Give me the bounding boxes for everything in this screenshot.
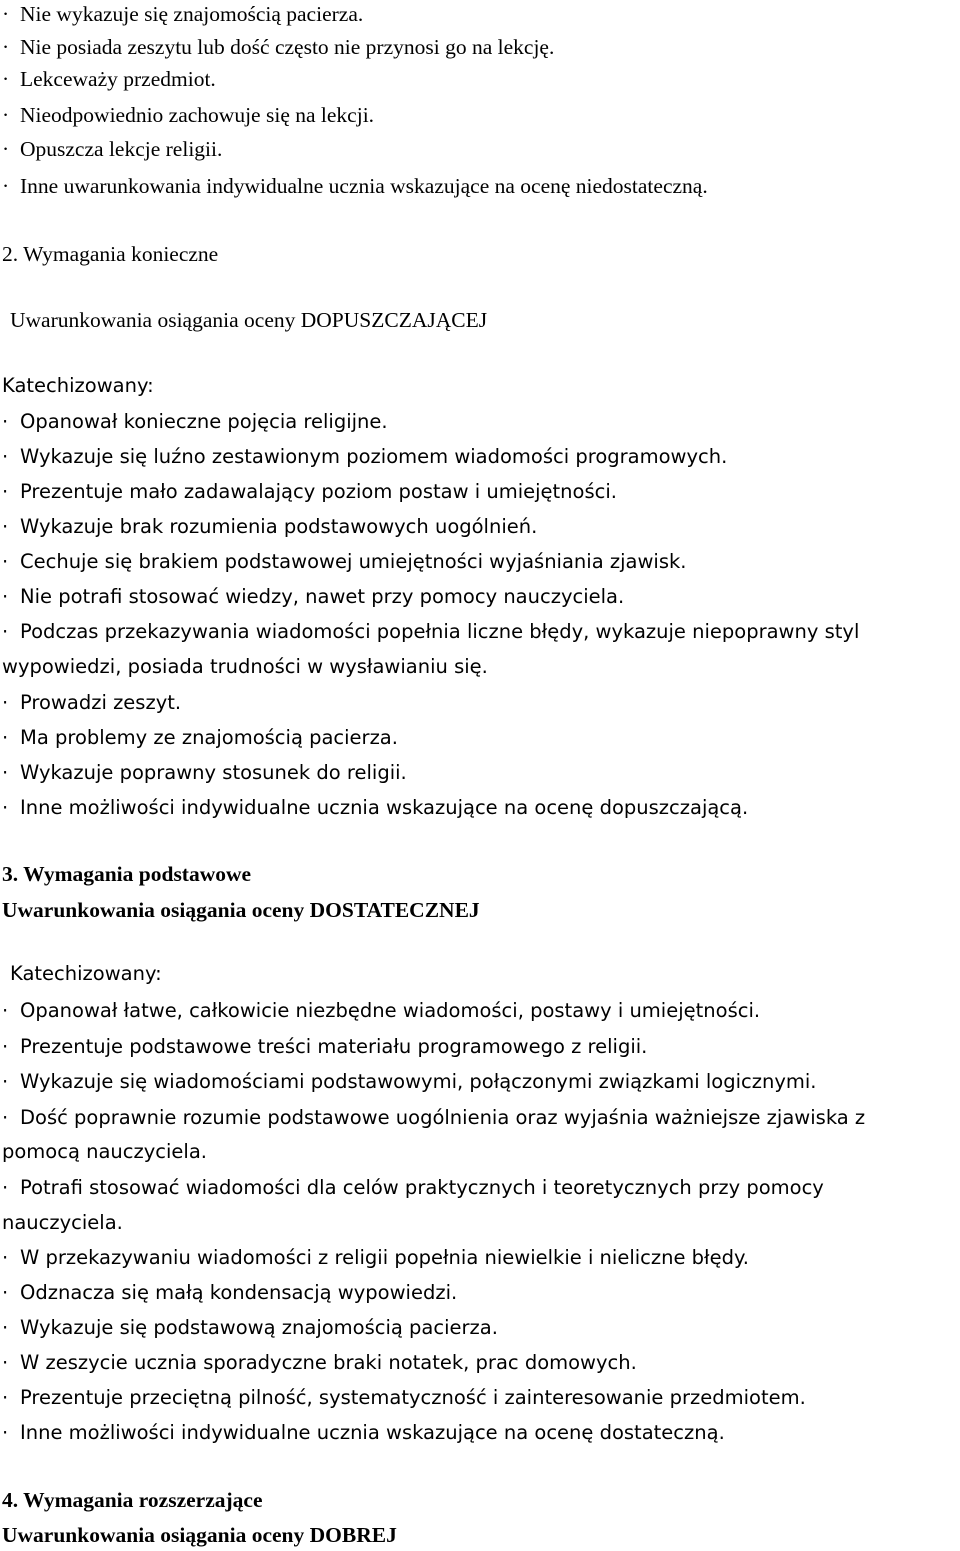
list-item: · Opuszcza lekcje religii.: [2, 137, 223, 161]
list-item: · Inne uwarunkowania indywidualne ucznia wskazujące na ocenę niedostateczną.: [2, 174, 708, 198]
list-item: · W przekazywaniu wiadomości z religii popełnia niewielkie i nieliczne błędy.: [2, 1246, 749, 1269]
list-item: · Prezentuje podstawowe treści materiału programowego z religii.: [2, 1035, 648, 1058]
list-item: · Dość poprawnie rozumie podstawowe uogólnienia oraz wyjaśnia ważniejsze zjawiska z: [2, 1106, 866, 1129]
list-item-continuation: pomocą nauczyciela.: [2, 1140, 207, 1163]
section-subheading: Uwarunkowania osiągania oceny DOSTATECZNEJ: [2, 898, 480, 922]
list-item: · Lekceważy przedmiot.: [2, 67, 216, 91]
list-item: · Cechuje się brakiem podstawowej umiejętności wyjaśniania zjawisk.: [2, 550, 687, 573]
list-item-continuation: nauczyciela.: [2, 1211, 123, 1234]
list-item: · Podczas przekazywania wiadomości popełnia liczne błędy, wykazuje niepoprawny styl: [2, 620, 860, 643]
list-item: · Prowadzi zeszyt.: [2, 691, 182, 714]
list-item: · Prezentuje mało zadawalający poziom postaw i umiejętności.: [2, 480, 617, 503]
section-heading: 2. Wymagania konieczne: [2, 242, 219, 266]
list-item: · Wykazuje się wiadomościami podstawowymi, połączonymi związkami logicznymi.: [2, 1070, 817, 1093]
list-item: · Wykazuje się podstawową znajomością pacierza.: [2, 1316, 498, 1339]
list-item: · Nieodpowiednio zachowuje się na lekcji.: [2, 103, 375, 127]
list-item: · Ma problemy ze znajomością pacierza.: [2, 726, 398, 749]
section-subheading: Uwarunkowania osiągania oceny DOPUSZCZAJĄCEJ: [10, 308, 488, 332]
list-item: · Opanował łatwe, całkowicie niezbędne wiadomości, postawy i umiejętności.: [2, 999, 761, 1022]
list-item: · Wykazuje brak rozumienia podstawowych uogólnień.: [2, 515, 538, 538]
section-label: Katechizowany:: [10, 962, 162, 985]
list-item: · Potrafi stosować wiadomości dla celów praktycznych i teoretycznych przy pomocy: [2, 1176, 824, 1199]
section-heading: 4. Wymagania rozszerzające: [2, 1488, 263, 1512]
list-item: · Wykazuje poprawny stosunek do religii.: [2, 761, 407, 784]
list-item: · Wykazuje się luźno zestawionym poziomem wiadomości programowych.: [2, 445, 728, 468]
list-item: · Prezentuje przeciętną pilność, systematyczność i zainteresowanie przedmiotem.: [2, 1386, 806, 1409]
list-item: · Odznacza się małą kondensacją wypowiedzi.: [2, 1281, 458, 1304]
section-heading: 3. Wymagania podstawowe: [2, 862, 252, 886]
list-item: · Nie wykazuje się znajomością pacierza.: [2, 2, 364, 26]
list-item: · Inne możliwości indywidualne ucznia wskazujące na ocenę dopuszczającą.: [2, 796, 749, 819]
section-label: Katechizowany:: [2, 374, 154, 397]
list-item: · Opanował konieczne pojęcia religijne.: [2, 410, 388, 433]
list-item: · W zeszycie ucznia sporadyczne braki notatek, prac domowych.: [2, 1351, 637, 1374]
list-item: · Nie potrafi stosować wiedzy, nawet przy pomocy nauczyciela.: [2, 585, 625, 608]
list-item: · Inne możliwości indywidualne ucznia wskazujące na ocenę dostateczną.: [2, 1421, 725, 1444]
list-item-continuation: wypowiedzi, posiada trudności w wysławianiu się.: [2, 655, 488, 678]
list-item: · Nie posiada zeszytu lub dość często nie przynosi go na lekcję.: [2, 35, 555, 59]
section-subheading: Uwarunkowania osiągania oceny DOBREJ: [2, 1523, 397, 1547]
